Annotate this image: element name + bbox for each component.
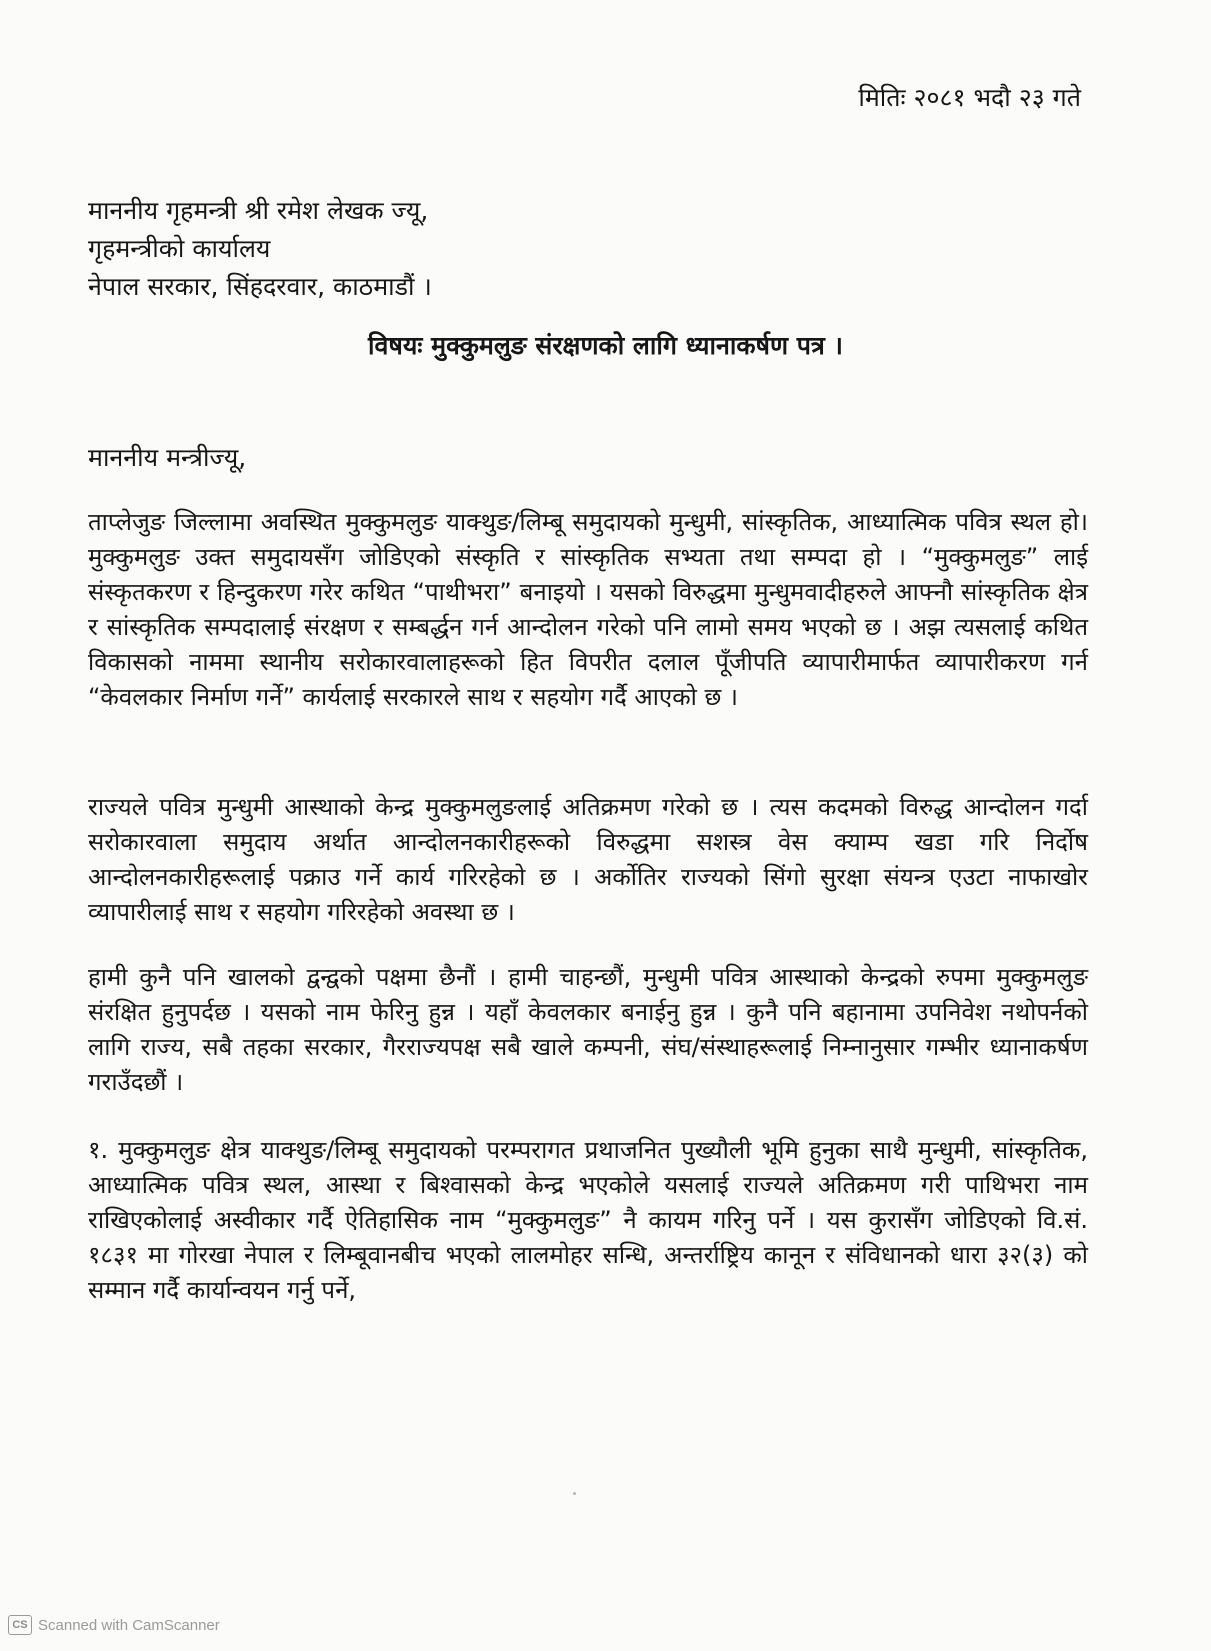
salutation: माननीय मन्त्रीज्यू,	[88, 443, 247, 472]
body-paragraph-3: हामी कुनै पनि खालको द्वन्द्वको पक्षमा छैनौं । हामी चाहन्छौं, मुन्धुमी पवित्र आस्थाको केन्द्रको रुपमा मुक्कुमलुङ संरक्षित हुनुपर्दछ । यसको नाम फेरिनु हुन्न । यहाँ केवलकार बनाईनु हुन्न । कुनै पनि बहानामा उपनिवेश नथोपर्नको लागि राज्य, सबै तहका सरकार, गैरराज्यपक्ष सबै खाले कम्पनी, संघ/संस्थाहरूलाई निम्नानुसार गम्भीर ध्यानाकर्षण गराउँदछौं ।	[88, 963, 1088, 1096]
body-paragraph-1: ताप्लेजुङ जिल्लामा अवस्थित मुक्कुमलुङ याक्थुङ/लिम्बू समुदायको मुन्धुमी, सांस्कृतिक, आध्यात्मिक पवित्र स्थल हो। मुक्कुमलुङ उक्त समुदायसँग जोडिएको संस्कृति र सांस्कृतिक सभ्यता तथा सम्पदा हो । “मुक्कुमलुङ” लाई संस्कृतकरण र हिन्दुकरण गरेर कथित “पाथीभरा” बनाइयो । यसको विरुद्धमा मुन्धुमवादीहरुले आफ्नौ सांस्कृतिक क्षेत्र र सांस्कृतिक सम्पदालाई संरक्षण र सम्बर्द्धन गर्न आन्दोलन गरेको पनि लामो समय भएको छ । अझ त्यसलाई कथित विकासको नाममा स्थानीय सरोकारवालाहरूको हित विपरीत दलाल पूँजीपति व्यापारीमार्फत व्यापारीकरण गर्न “केवलकार निर्माण गर्ने” कार्यलाई सरकारले साथ र सहयोग गर्दै आएको छ ।	[88, 508, 1088, 711]
letter-date: मितिः २०८१ भदौ २३ गते	[858, 83, 1081, 112]
watermark-label: Scanned with CamScanner	[38, 1616, 220, 1634]
camscanner-watermark	[8, 1615, 220, 1635]
body-paragraph-2: राज्यले पवित्र मुन्धुमी आस्थाको केन्द्र मुक्कुमलुङलाई अतिक्रमण गरेको छ । त्यस कदमको विरुद्ध आन्दोलन गर्दा सरोकारवाला समुदाय अर्थात आन्दोलनकारीहरूको विरुद्धमा सशस्त्र वेस क्याम्प खडा गरि निर्दोष आन्दोलनकारीहरूलाई पक्राउ गर्ने कार्य गरिरहेको छ । अर्कोतिर राज्यको सिंगो सुरक्षा संयन्त्र एउटा नाफाखोर व्यापारीलाई साथ र सहयोग गरिरहेको अवस्था छ ।	[88, 793, 1088, 926]
recipient-office-line: गृहमन्त्रीको कार्यालय	[88, 234, 271, 263]
scan-speck	[573, 1492, 576, 1495]
letter-subject: विषयः मुक्कुमलुङ संरक्षणको लागि ध्यानाकर्षण पत्र ।	[368, 331, 843, 360]
camscanner-logo-icon: CS	[8, 1615, 32, 1635]
recipient-address	[88, 192, 432, 306]
body-paragraph-4: १. मुक्कुमलुङ क्षेत्र याक्थुङ/लिम्बू समुदायको परम्परागत प्रथाजनित पुख्यौली भूमि हुनुका साथै मुन्धुमी, सांस्कृतिक, आध्यात्मिक पवित्र स्थल, आस्था र बिश्वासको केन्द्र भएकोले यसलाई राज्यले अतिक्रमण गरी पाथिभरा नाम राखिएकोलाई अस्वीकार गर्दै ऐतिहासिक नाम “मुक्कुमलुङ” नै कायम गरिनु पर्ने । यस कुरासँग जोडिएको वि.सं. १८३१ मा गोरखा नेपाल र लिम्बूवानबीच भएको लालमोहर सन्धि, अन्तर्राष्ट्रिय कानून र संविधानको धारा ३२(३) को सम्मान गर्दै कार्यान्वयन गर्नु पर्ने,	[88, 1136, 1088, 1304]
recipient-name-line: माननीय गृहमन्त्री श्री रमेश लेखक ज्यू,	[88, 196, 429, 225]
recipient-location-line: नेपाल सरकार, सिंहदरवार, काठमाडौं ।	[88, 272, 432, 301]
